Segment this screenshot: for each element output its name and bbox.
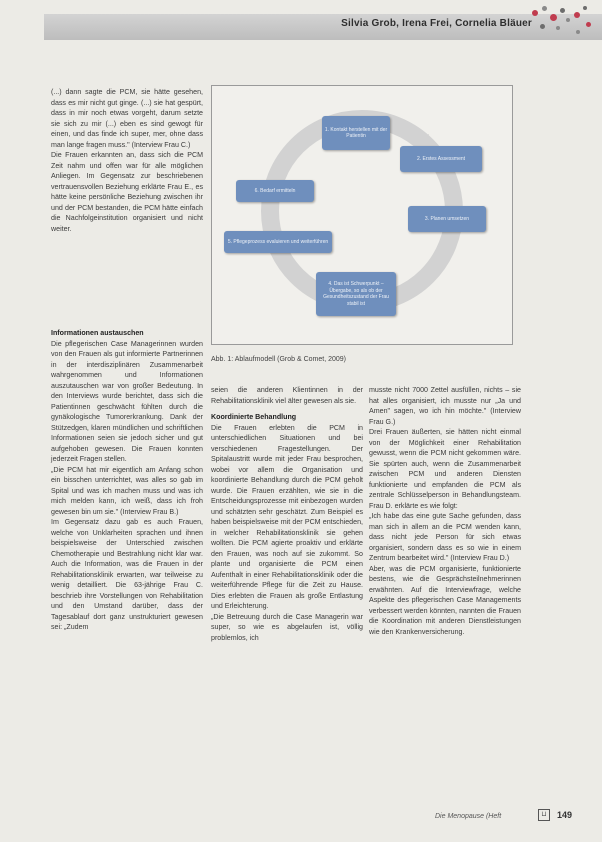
- paragraph: (...) dann sagte die PCM, sie hätte gesehen, dass es mir nicht gut ginge. (...) sie hat gespürt, dass in mir noch etwas vorgeht, darum setzte sie sich zu mir (...) eben es sind gewogt für einen, und das finde ich super, mer, ohne dass man lange fragen muss." (Interview Frau C.): [51, 88, 203, 149]
- paragraph: Die Frauen erkannten an, dass sich die PCM Zeit nahm und offen war für alle möglichen Anliegen. Im Gegensatz zur beschriebenen vertrauensvollen Beziehung erklärte Frau E., es hätte keine persönliche Beziehung zwischen ihr und der PCM bestanden, die PCM hätte einfach die Nachfolgeinstitution organisiert und nicht weiter.: [51, 151, 203, 233]
- figure-step-2: 2. Erstes Assessment: [400, 146, 482, 172]
- section-heading: Koordinierte Behandlung: [211, 413, 297, 421]
- paragraph: Die pflegerischen Case Managerinnen wurden von den Frauen als gut informierte Partnerinnen in der interdisziplinären Zusammenarbeit wahrgenommen und Informationen auszutauschen war von großer Bedeutung. In den Interviews wurde berichtet, dass sich die Patientinnen geschwächt fühlten durch die gynäkologische Tumorerkrankung. Dank der Stützedgen, klaren mündlichen und schriftlichen Informationen seien sie jedoch sicher und gut aufgehoben gewesen. Die Frauen konnten jederzeit Fragen stellen.: [51, 339, 203, 463]
- figure-step-5: 5. Pflegeprozess evaluieren und weiterführen: [224, 231, 332, 253]
- column-3: [369, 385, 521, 637]
- decorative-dots: [526, 2, 598, 42]
- footer-journal: Die Menopause (Heft: [435, 813, 502, 820]
- column-1-bottom: [51, 322, 203, 633]
- journal-icon: ⊔: [538, 809, 550, 821]
- section-heading: Informationen austauschen: [51, 329, 144, 337]
- header-authors: Silvia Grob, Irena Frei, Cornelia Bläuer: [341, 18, 532, 29]
- column-1-top: [51, 87, 203, 234]
- figure-step-4: 4. Das ist Schwerpunkt – Übergabe, so als ob der Gesundheitszustand der Frau stabil ist: [316, 272, 396, 316]
- figure-caption: Abb. 1: Ablaufmodell (Grob & Comet, 2009): [211, 356, 347, 363]
- figure-step-1: 1. Kontakt herstellen mit der Patientin: [322, 116, 390, 150]
- paragraph: Aber, was die PCM organisierte, funktionierte bestens, wie die Gesprächsteilnehmerinnen erwähnten. Auf die Interviewfrage, welche Aspekte des pflegerischen Case Managements verbessert werden könnten, nannten die Frauen die Koordination mit anderen Dienstleistungen wie den Krankenversicherung.: [369, 564, 521, 636]
- figure-step-6: 6. Bedarf ermitteln: [236, 180, 314, 202]
- paragraph: Die Frauen erlebten die PCM in unterschiedlichen Situationen und bei verschiedenen Fragestellungen. Der Spitalaustritt wurde mit jeder Frau besprochen, wobei vor allem die Organisation und koordinierte Behandlung durch die PCM geholt wurde. Die Frauen erzählten, wie sie in die Entscheidungsprozesse mit einbezogen wurden und schätzten sehr geschätzt. Zum Beispiel es haben beispielsweise mit der PCM entschieden, in welcher Rehabilitationsklinik sie gehen wollten. Die PCM agierte proaktiv und erklärte den Frauen, was noch auf sie zukommt. So plante und organisierte die PCM einen Aufenthalt in einer Rehabilitationsklinik oder die weiterführende Pflege für die Zeit zu Hause. Dies erlebten die Frauen als große Entlastung und Erleichterung.: [211, 423, 363, 610]
- figure-step-3: 3. Planen umsetzen: [408, 206, 486, 232]
- figure-process-cycle: [211, 85, 513, 345]
- quote-paragraph: „Ich habe das eine gute Sache gefunden, dass man sich in allem an die PCM wenden kann, dass nicht jede Person für sich etwas organisiert, sondern dass es so wie in einem Zentrum bearbeitet wird." (Interview Frau D.): [369, 512, 521, 562]
- quote-paragraph: „Die Betreuung durch die Case Managerin war super, so wie es abgelaufen ist, völlig problemlos, ich: [211, 612, 363, 642]
- quote-paragraph: „Die PCM hat mir eigentlich am Anfang schon ein bisschen unterrichtet, was alles so gab im Spital und was ich machen muss und was ich mich melden kann, ich weiß, dass ich froh gewesen bin um sie." (Interview Frau B.): [51, 465, 203, 516]
- page-number: 149: [557, 810, 573, 820]
- column-2: [211, 385, 363, 643]
- paragraph: Im Gegensatz dazu gab es auch Frauen, welche von Unklarheiten sprachen und ihnen beispielsweise der Unterschied zwischen Chemotherapie und Bestrahlung nicht klar war. Auch die Information, was die Frauen in der Rehabilitationsklinik erwarten, war teilweise zu wenig detailliert. Die 63-jährige Frau C. beschrieb ihre Vorstellungen von Rehabilitation und den Umstand darüber, dass der Tagesablauf dort ganz unstrukturiert gewesen sei: „Zudem: [51, 518, 203, 631]
- paragraph: musste nicht 7000 Zettel ausfüllen, nichts – sie hat alles organisiert, ich musste nur „Ja und Amen" sagen, wo ich hin möchte." (Interview Frau G.): [369, 386, 521, 426]
- paragraph: Drei Frauen äußerten, sie hätten nicht einmal von der Möglichkeit einer Rehabilitation gewusst, wenn die PCM nicht gekommen wäre. Sie spürten auch, wenn die Zusammenarbeit zwischen PCM und anderen Diensten funktionierte und empfanden die PCM als zentrale Schlüsselperson in Behandlungsteam. Frau D. erklärte es wie folgt:: [369, 428, 521, 510]
- paragraph: seien die anderen Klientinnen in der Rehabilitationsklinik viel älter gewesen als sie.: [211, 386, 363, 405]
